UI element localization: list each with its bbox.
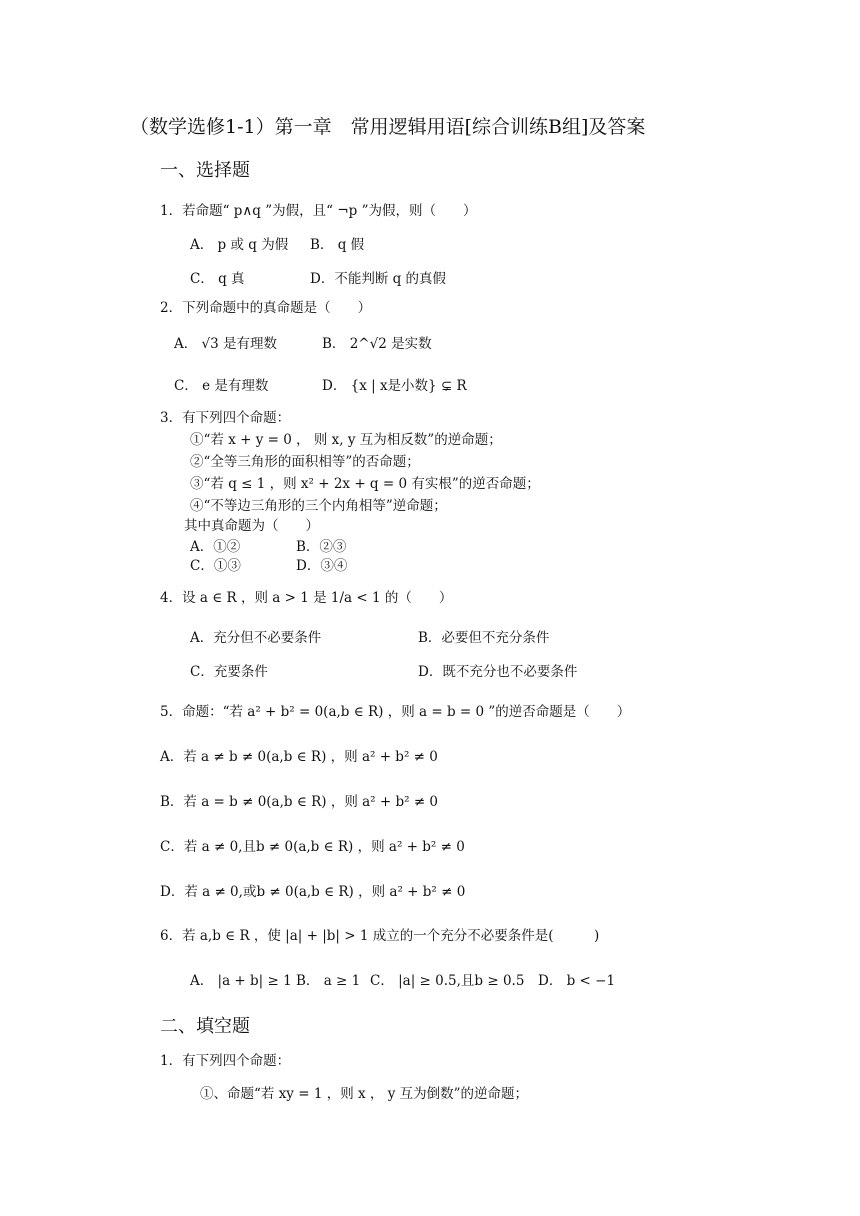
q4-option-c: C．充要条件: [190, 664, 268, 680]
q6-option-b: B． a ≥ 1: [296, 973, 361, 989]
page-title: （数学选修1-1）第一章 常用逻辑用语[综合训练B组]及答案: [130, 116, 646, 138]
q1-option-b: B． q 假: [310, 237, 365, 253]
q1-option-d: D．不能判断 q 的真假: [310, 271, 447, 287]
q3-proposition-1: ①“若 x + y = 0 ， 则 x, y 互为相反数”的逆命题；: [190, 432, 502, 448]
q3-proposition-4: ④“不等边三角形的三个内角相等”逆命题；: [190, 498, 447, 514]
q3-option-c: C．①③: [190, 558, 241, 574]
q6-stem: 6．若 a,b ∈ R ，使 |a| + |b| > 1 成立的一个充分不必要条件是( ): [160, 928, 600, 944]
q6-option-c: C． |a| ≥ 0.5,且b ≥ 0.5: [370, 973, 525, 989]
q3-ask: 其中真命题为（ ）: [184, 518, 319, 534]
q6-option-a: A． |a + b| ≥ 1: [190, 973, 292, 989]
f1-proposition-1: ①、命题“若 xy = 1 ，则 x ， y 互为倒数”的逆命题；: [200, 1086, 529, 1102]
q5-option-d: D．若 a ≠ 0,或b ≠ 0(a,b ∈ R) ，则 a² + b² ≠ 0: [160, 884, 466, 900]
q3-option-b: B．②③: [296, 539, 347, 555]
q2-stem: 2．下列命题中的真命题是（ ）: [160, 300, 372, 316]
q2-option-d: D． {x | x是小数} ⊊ R: [322, 378, 467, 394]
q4-option-b: B．必要但不充分条件: [418, 630, 550, 646]
q6-option-d: D． b < −1: [538, 973, 616, 989]
q3-proposition-2: ②“全等三角形的面积相等”的否命题；: [190, 454, 420, 470]
q3-proposition-3: ③“若 q ≤ 1 ，则 x² + 2x + q = 0 有实根”的逆否命题；: [190, 476, 540, 492]
q3-option-d: D．③④: [296, 558, 348, 574]
q4-option-a: A．充分但不必要条件: [190, 630, 322, 646]
q5-stem: 5．命题：“若 a² + b² = 0(a,b ∈ R) ，则 a = b = 0 ”的逆否命题是（ ）: [160, 704, 631, 720]
q1-option-a: A． p 或 q 为假: [190, 237, 289, 253]
q2-option-a: A． √3 是有理数: [174, 336, 278, 352]
section-heading-fill: 二、填空题: [160, 1016, 250, 1037]
q3-option-a: A．①②: [190, 539, 241, 555]
f1-stem: 1．有下列四个命题：: [160, 1053, 291, 1069]
q1-stem: 1．若命题“ p∧q ”为假，且“ ¬p ”为假，则（ ）: [160, 203, 477, 219]
q3-stem: 3．有下列四个命题：: [160, 410, 291, 426]
q4-stem: 4．设 a ∈ R ，则 a > 1 是 1/a < 1 的（ ）: [160, 590, 453, 606]
q4-option-d: D．既不充分也不必要条件: [418, 664, 578, 680]
q1-option-c: C． q 真: [190, 271, 245, 287]
q5-option-c: C．若 a ≠ 0,且b ≠ 0(a,b ∈ R) ，则 a² + b² ≠ 0: [160, 839, 465, 855]
q5-option-b: B．若 a = b ≠ 0(a,b ∈ R) ，则 a² + b² ≠ 0: [160, 794, 439, 810]
section-heading-choice: 一、选择题: [160, 160, 250, 181]
q2-option-c: C． e 是有理数: [174, 378, 269, 394]
q5-option-a: A．若 a ≠ b ≠ 0(a,b ∈ R) ，则 a² + b² ≠ 0: [160, 749, 438, 765]
q2-option-b: B． 2^√2 是实数: [322, 336, 432, 352]
